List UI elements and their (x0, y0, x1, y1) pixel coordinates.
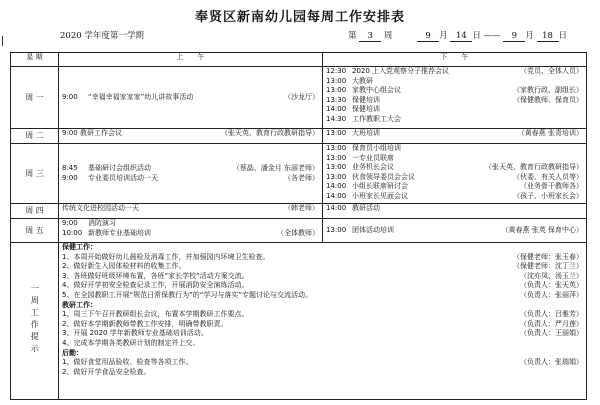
week-suffix: 周 (383, 31, 393, 41)
day-cell: 周 四 (11, 204, 59, 219)
am-cell (59, 219, 323, 243)
note-item: 4、做好开学初安全检查记录工作，开展消防安全演练活动。 （负责人：张天英） (62, 281, 583, 290)
schedule-item: 12:30 2020 上入党观察分子推荐会议 （党员、全体人员） (326, 67, 583, 75)
pm-cell (323, 129, 587, 144)
schedule-item: 14:00 保健培训 (326, 105, 380, 114)
page-title: 奉贤区新南幼儿园每周工作安排表 (194, 10, 405, 25)
note-item: 2、做好本学期新教师带教工作安排，明确带教职责。 （负责人：严月莲） (62, 319, 583, 328)
pm-cell (323, 144, 587, 204)
table-row (11, 129, 587, 144)
schedule-item: 9:00 消防演习 (62, 219, 116, 227)
note-item: 5、在全园教职工开展“规范日常保教行为”的“学习与落实”专题讨论与交流活动。 （负责人：张丽萍） (62, 290, 583, 299)
school-year: 2020 学年度第一学期 (60, 31, 144, 41)
schedule-item: 8:45 基础研讨会组织活动 （蔡晶、潘金月 东丽老师） (62, 163, 319, 172)
page-edge-mark (2, 36, 3, 46)
note-item: 3、各班做好班级环境布置，各班“家长学校”活动方案交流。 （沈亦凤、汤玉兰） (62, 271, 583, 280)
col-header-day: 星 期 (11, 53, 59, 67)
pm-cell (323, 219, 587, 243)
pm-cell (323, 204, 587, 219)
note-item: 2、做好开学食品安全检查。 (62, 367, 151, 376)
table-row (11, 204, 587, 219)
schedule-item: 13:00 团体活动培训 （黄春燕 张英 保育中心） (326, 225, 583, 234)
notes-label-cell (11, 243, 59, 400)
col-header-am: 上 午 (59, 53, 323, 67)
table-row (11, 219, 587, 243)
schedule-item: 14:00 小组长联席研讨会 （业务骨干教师各） (326, 182, 583, 191)
schedule-item: 13:00 家教中心组会议 （家教行政、副组长） (326, 86, 583, 95)
schedule-item: 13:00 伙食领导委员会会议 （伙委、有关人员等） (326, 172, 583, 181)
week-number: 3 (359, 31, 381, 42)
schedule-item: 13:00 业务机长会议 （张天英、教育行政教研指导） (326, 163, 583, 172)
notes-label: 一周工作提示 (30, 283, 40, 356)
schedule-item: 9:00 专业委员培训活动一天 （各老师） (62, 173, 319, 182)
notes-section-heading: 后勤： (62, 348, 83, 357)
schedule-item: 传统文化进校园活动一天 （韩老师） (62, 204, 319, 212)
schedule-item: 13:00 保育员小组培训 (326, 144, 401, 152)
note-item: 3、开展 2020 学年新教师专业基础培训活动。 （负责人：王丽娟） (62, 329, 583, 338)
range-dash: —— (483, 31, 501, 41)
note-item: 1、做好食堂用品验收、检查等各项工作。 （负责人：张瑞娟） (62, 358, 583, 367)
am-cell (59, 144, 323, 204)
schedule-item: 14:00 小班家长见面会议 （孩子、小班家长会） (326, 191, 583, 200)
notes-section-heading: 教研工作： (62, 300, 97, 309)
from-day: 14 (450, 31, 472, 42)
note-item: 4、完成本学期各类教研计划的制定并上交。 (62, 338, 200, 347)
to-day: 18 (537, 31, 559, 42)
col-header-pm: 下 午 (323, 53, 587, 67)
schedule-table (10, 52, 587, 400)
note-item: 1、本周开始做好幼儿晨检及消毒工作，并加强园内环境卫生检查。 （保健老师：张玉春） (62, 252, 583, 261)
notes-cell (59, 243, 587, 400)
schedule-item: 13:00 一专业员联席 (326, 153, 394, 162)
note-item: 1、周三下午召开教研组长会议，布置本学期教研工作要点。 （负责人：吕雅芳） (62, 310, 583, 319)
schedule-item: 13:00 大班培训 （黄春燕 张青培训） (326, 129, 583, 137)
day-cell: 周 五 (11, 219, 59, 243)
schedule-item: 14:00 教研活动 (326, 204, 380, 212)
table-row (11, 67, 587, 129)
day-cell: 周 二 (11, 129, 59, 144)
week-prefix: 第 (348, 31, 357, 41)
day-unit: 日 (472, 31, 481, 41)
table-header-row (11, 53, 587, 67)
month-unit: 月 (439, 31, 448, 41)
schedule-item: 9:00 教研工作会议 （张天英、教育行政教研指导） (62, 129, 319, 137)
am-cell (59, 204, 323, 219)
to-month: 9 (503, 31, 525, 42)
schedule-item: 13:00 大教研 (326, 76, 373, 85)
schedule-item: 9:00 “幸福幸福家家家”幼儿讲故事活动 （沙龙厅） (62, 92, 319, 101)
table-row (11, 144, 587, 204)
schedule-item: 10:00 新教师专业基础培训 （全体教师） (62, 228, 319, 237)
pm-cell (323, 67, 587, 129)
note-item: 2、做好新生入园体检材料的收集工作。 （保健老师：沈丁兰） (62, 262, 583, 271)
am-cell (59, 67, 323, 129)
month-unit: 月 (525, 31, 534, 41)
schedule-item: 14:30 工作教职工大会 (326, 114, 401, 123)
schedule-item: 13:30 保健培训 （保健教师、保育员） (326, 95, 583, 104)
day-cell: 周 一 (11, 67, 59, 129)
week-range (348, 29, 567, 42)
day-cell: 周 三 (11, 144, 59, 204)
day-unit: 日 (558, 31, 568, 41)
notes-section-heading: 保健工作： (62, 243, 97, 251)
from-month: 9 (417, 31, 439, 42)
am-cell (59, 129, 323, 144)
notes-row (11, 243, 587, 400)
